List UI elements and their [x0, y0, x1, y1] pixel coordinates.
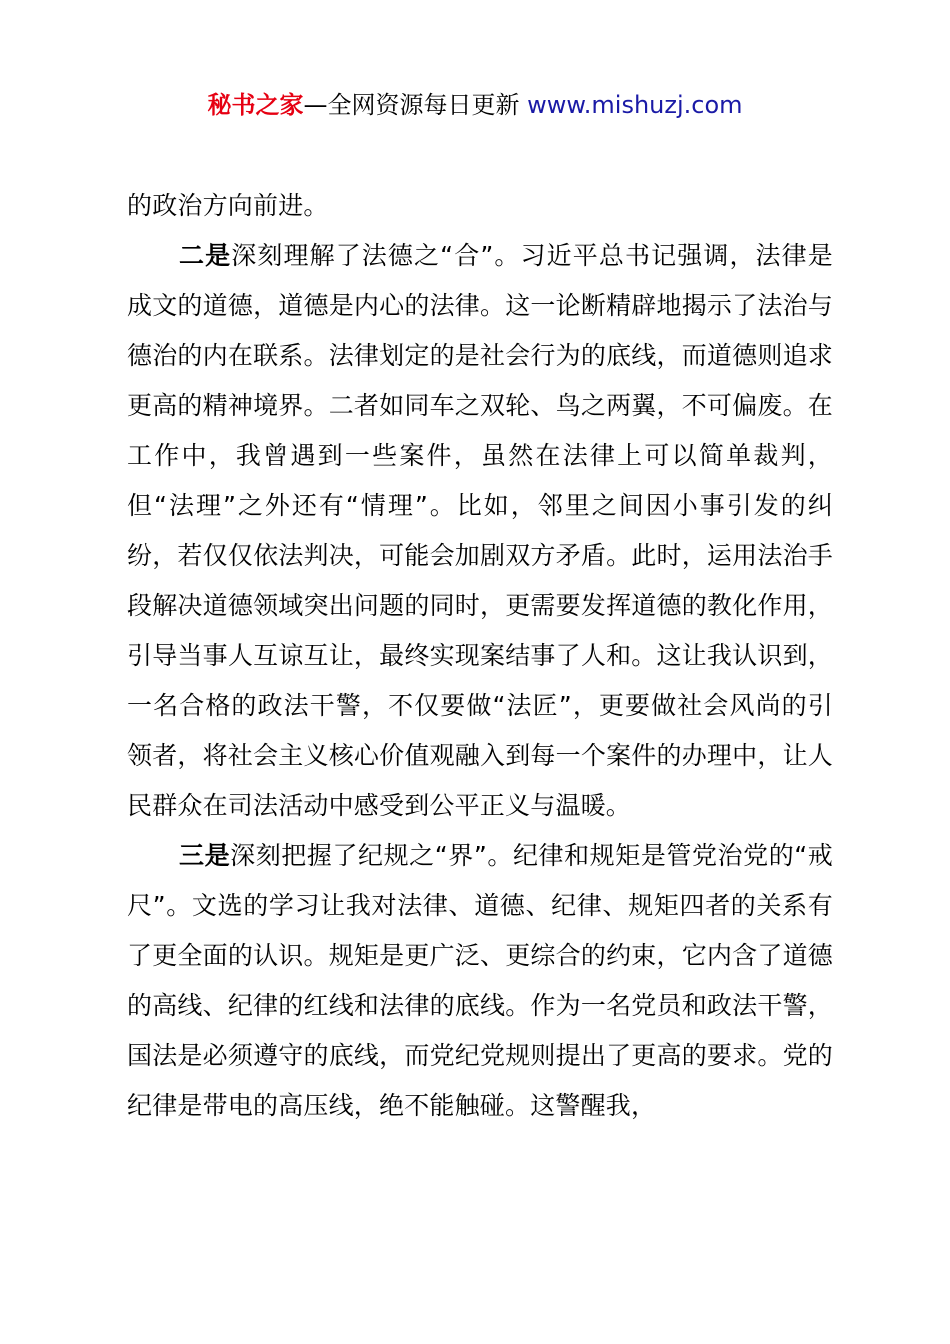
- document-body: [127, 181, 833, 1131]
- paragraph-third-point: [127, 831, 833, 1131]
- paragraph-lead: 二是: [179, 241, 232, 270]
- paragraph-continuation: [127, 181, 833, 231]
- paragraph-text: 的政治方向前进。: [127, 191, 329, 220]
- page-header: [0, 88, 950, 122]
- paragraph-text: 深刻理解了法德之“合”。习近平总书记强调，法律是成文的道德，道德是内心的法律。这一论断精辟地揭示了法治与德治的内在联系。法律划定的是社会行为的底线，而道德则追求更高的精神境界。二者如同车之双轮、鸟之两翼，不可偏废。在工作中，我曾遇到一些案件，虽然在法律上可以简单裁判，但“法理”之外还有“情理”。比如，邻里之间因小事引发的纠纷，若仅仅依法判决，可能会加剧双方矛盾。此时，运用法治手段解决道德领域突出问题的同时，更需要发挥道德的教化作用，引导当事人互谅互让，最终实现案结事了人和。这让我认识到，一名合格的政法干警，不仅要做“法匠”，更要做社会风尚的引领者，将社会主义核心价值观融入到每一个案件的办理中，让人民群众在司法活动中感受到公平正义与温暖。: [127, 241, 833, 820]
- paragraph-lead: 三是: [179, 841, 231, 870]
- paragraph-second-point: [127, 231, 833, 831]
- header-slogan: —全网资源每日更新: [303, 91, 528, 119]
- brand-name: 秘书之家: [207, 91, 304, 119]
- paragraph-text: 深刻把握了纪规之“界”。纪律和规矩是管党治党的“戒尺”。文选的学习让我对法律、道德、纪律、规矩四者的关系有了更全面的认识。规矩是更广泛、更综合的约束，它内含了道德的高线、纪律的红线和法律的底线。作为一名党员和政法干警，国法是必须遵守的底线，而党纪党规则提出了更高的要求。党的纪律是带电的高压线，绝不能触碰。这警醒我，: [127, 841, 833, 1120]
- website-url[interactable]: www.mishuzj.com: [527, 91, 743, 119]
